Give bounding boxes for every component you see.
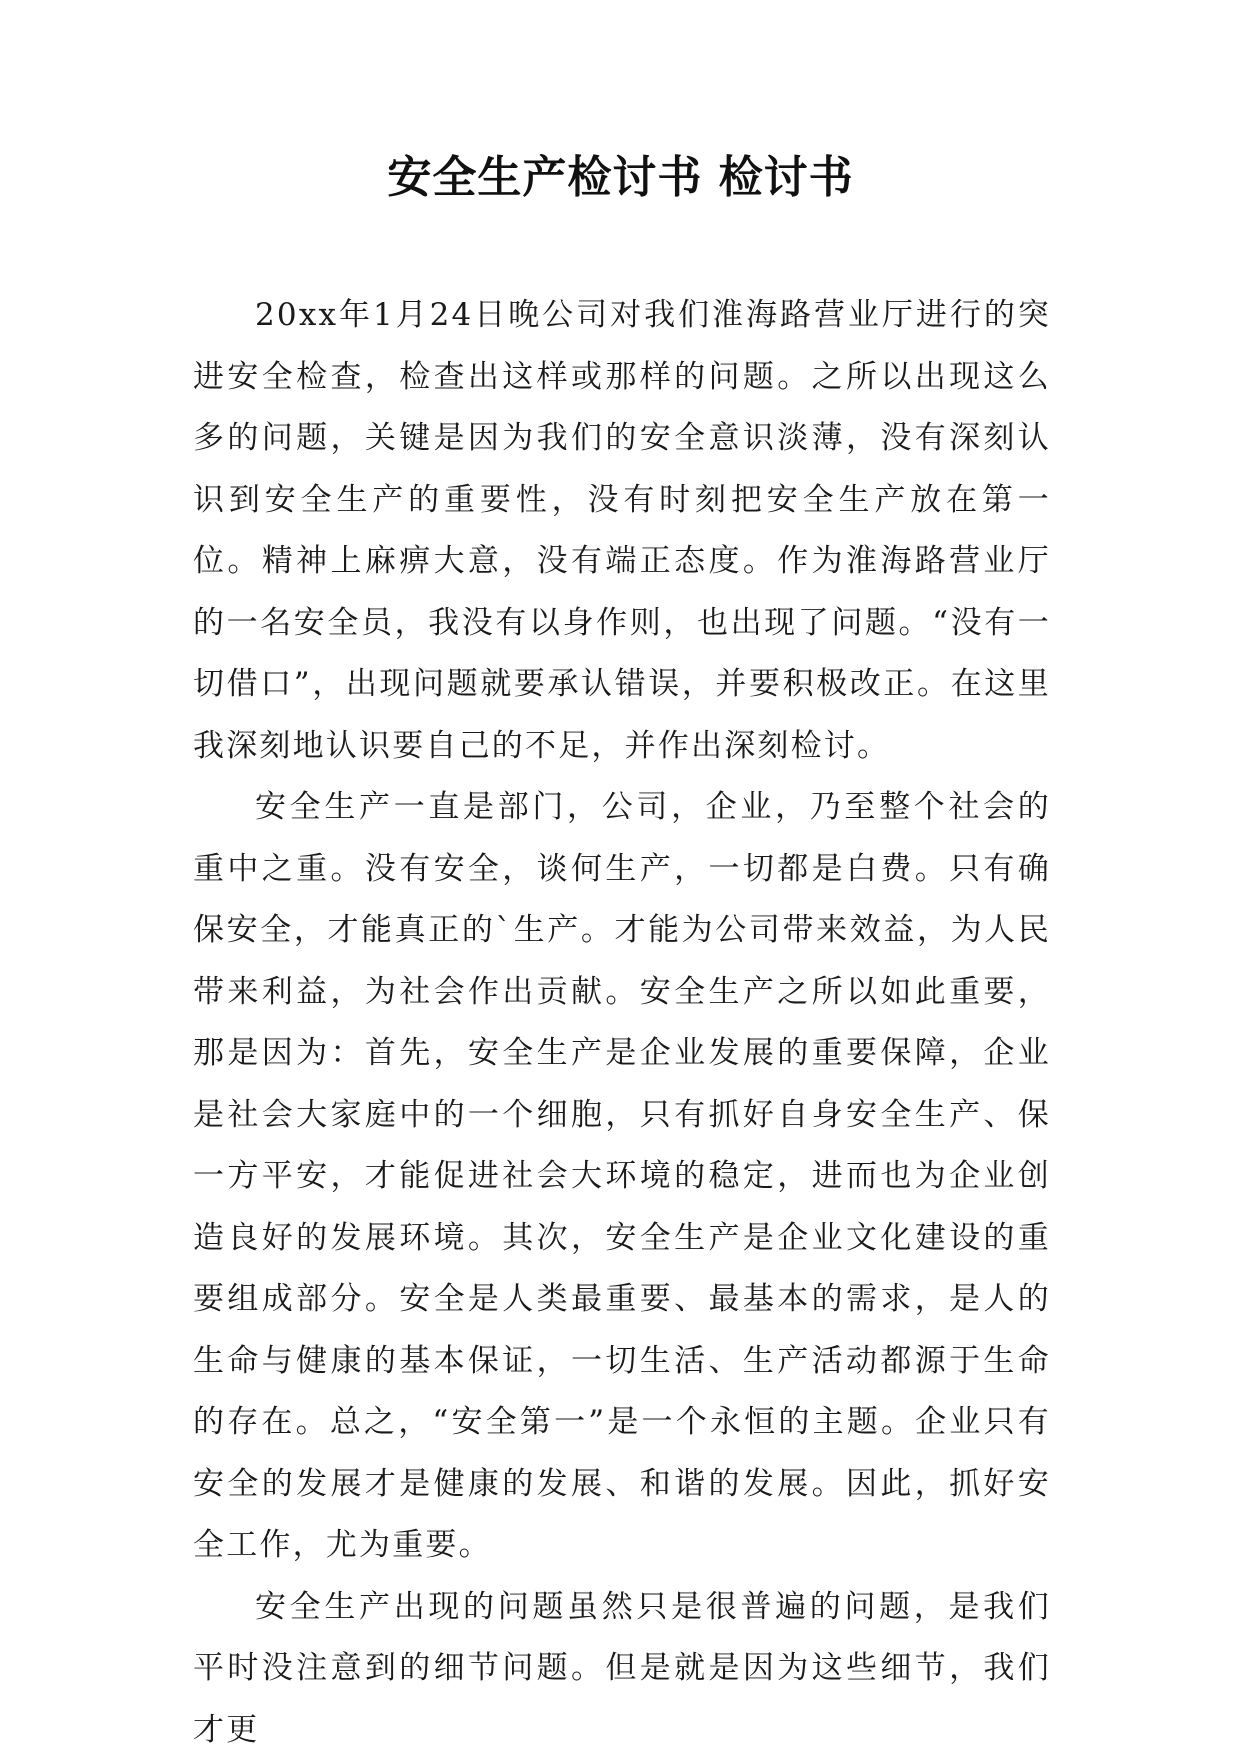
body-paragraph-2: 安全生产一直是部门，公司，企业，乃至整个社会的重中之重。没有安全，谈何生产，一切都是白费。只有确保安全，才能真正的`生产。才能为公司带来效益，为人民带来利益，为社会作出贡献。安全生产之所以如此重要，那是因为：首先，安全生产是企业发展的重要保障，企业是社会大家庭中的一个细胞，只有抓好自身安全生产、保一方平安，才能促进社会大环境的稳定，进而也为企业创造良好的发展环境。其次，安全生产是企业文化建设的重要组成部分。安全是人类最重要、最基本的需求，是人的生命与健康的基本保证，一切生活、生产活动都源于生命的存在。总之，“安全第一”是一个永恒的主题。企业只有安全的发展才是健康的发展、和谐的发展。因此，抓好安全工作，尤为重要。 [193, 777, 1051, 1577]
body-paragraph-3: 安全生产出现的问题虽然只是很普遍的问题，是我们平时没注意到的细节问题。但是就是因为这些细节，我们才更 [193, 1577, 1051, 1761]
document-title: 安全生产检讨书 检讨书 [0, 148, 1241, 208]
document-body [193, 285, 1051, 1761]
body-paragraph-1: 20xx年1月24日晚公司对我们淮海路营业厅进行的突进安全检查，检查出这样或那样的问题。之所以出现这么多的问题，关键是因为我们的安全意识淡薄，没有深刻认识到安全生产的重要性，没有时刻把安全生产放在第一位。精神上麻痹大意，没有端正态度。作为淮海路营业厅的一名安全员，我没有以身作则，也出现了问题。“没有一切借口”，出现问题就要承认错误，并要积极改正。在这里我深刻地认识要自己的不足，并作出深刻检讨。 [193, 285, 1051, 777]
